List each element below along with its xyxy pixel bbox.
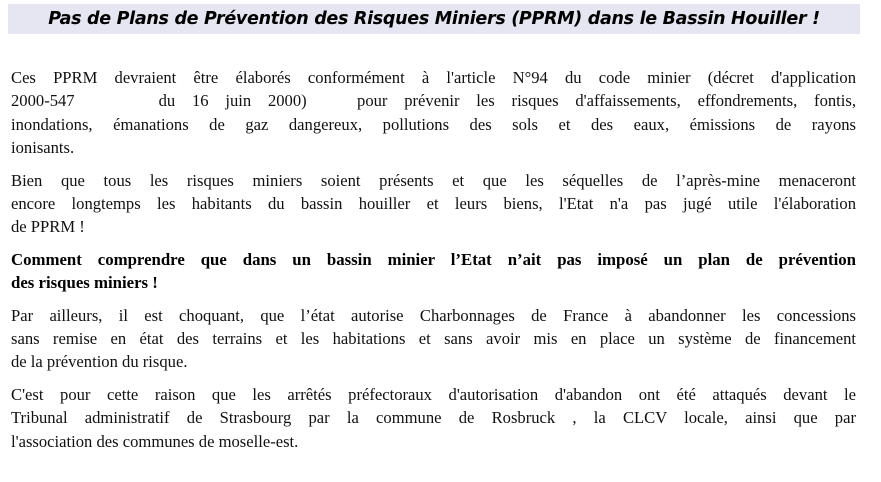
text-line: C'est pour cette raison que les arrêtés préfectoraux d'autorisation d'abandon ont été attaqués devant le <box>11 384 856 404</box>
text-line: de la prévention du risque. <box>11 352 188 372</box>
text-line: des risques miniers ! <box>11 273 158 293</box>
document-body <box>11 66 856 453</box>
text-line: Ces PPRM devraient être élaborés conformément à l'article N°94 du code minier (décret d'application <box>11 68 856 87</box>
text-line: l'association des communes de moselle-est. <box>11 431 299 451</box>
paragraph-state-inaction <box>11 169 856 239</box>
paragraph-concession-abandonment <box>11 304 856 374</box>
text-line: 2000-547 du 16 juin 2000) pour prévenir les risques d'affaissements, effondrements, fontis, <box>11 91 856 111</box>
paragraph-legal-challenge <box>11 383 856 453</box>
text-line: de PPRM ! <box>11 217 85 237</box>
text-line: ionisants. <box>11 138 75 158</box>
text-line: Par ailleurs, il est choquant, que l’état autorise Charbonnages de France à abandonner les concessions <box>11 305 856 325</box>
text-line: Bien que tous les risques miniers soient présents et que les séquelles de l’après-mine menaceront <box>11 170 856 190</box>
text-line: encore longtemps les habitants du bassin houiller et leurs biens, l'Etat n'a pas jugé utile l'élaboration <box>11 194 856 214</box>
text-line: inondations, émanations de gaz dangereux, pollutions des sols et des eaux, émissions de rayons <box>11 114 856 134</box>
text-line: Tribunal administratif de Strasbourg par la commune de Rosbruck , la CLCV locale, ainsi que par <box>11 408 856 428</box>
text-line: Comment comprendre que dans un bassin minier l’Etat n’ait pas imposé un plan de prévention <box>11 249 856 269</box>
text-line: sans remise en état des terrains et les habitations et sans avoir mis en place un système de financement <box>11 329 856 349</box>
paragraph-pprm-obligation <box>11 66 856 160</box>
page-title: Pas de Plans de Prévention des Risques Miniers (PPRM) dans le Bassin Houiller ! <box>48 9 820 29</box>
paragraph-bold-question <box>11 248 856 295</box>
title-banner <box>8 4 860 34</box>
